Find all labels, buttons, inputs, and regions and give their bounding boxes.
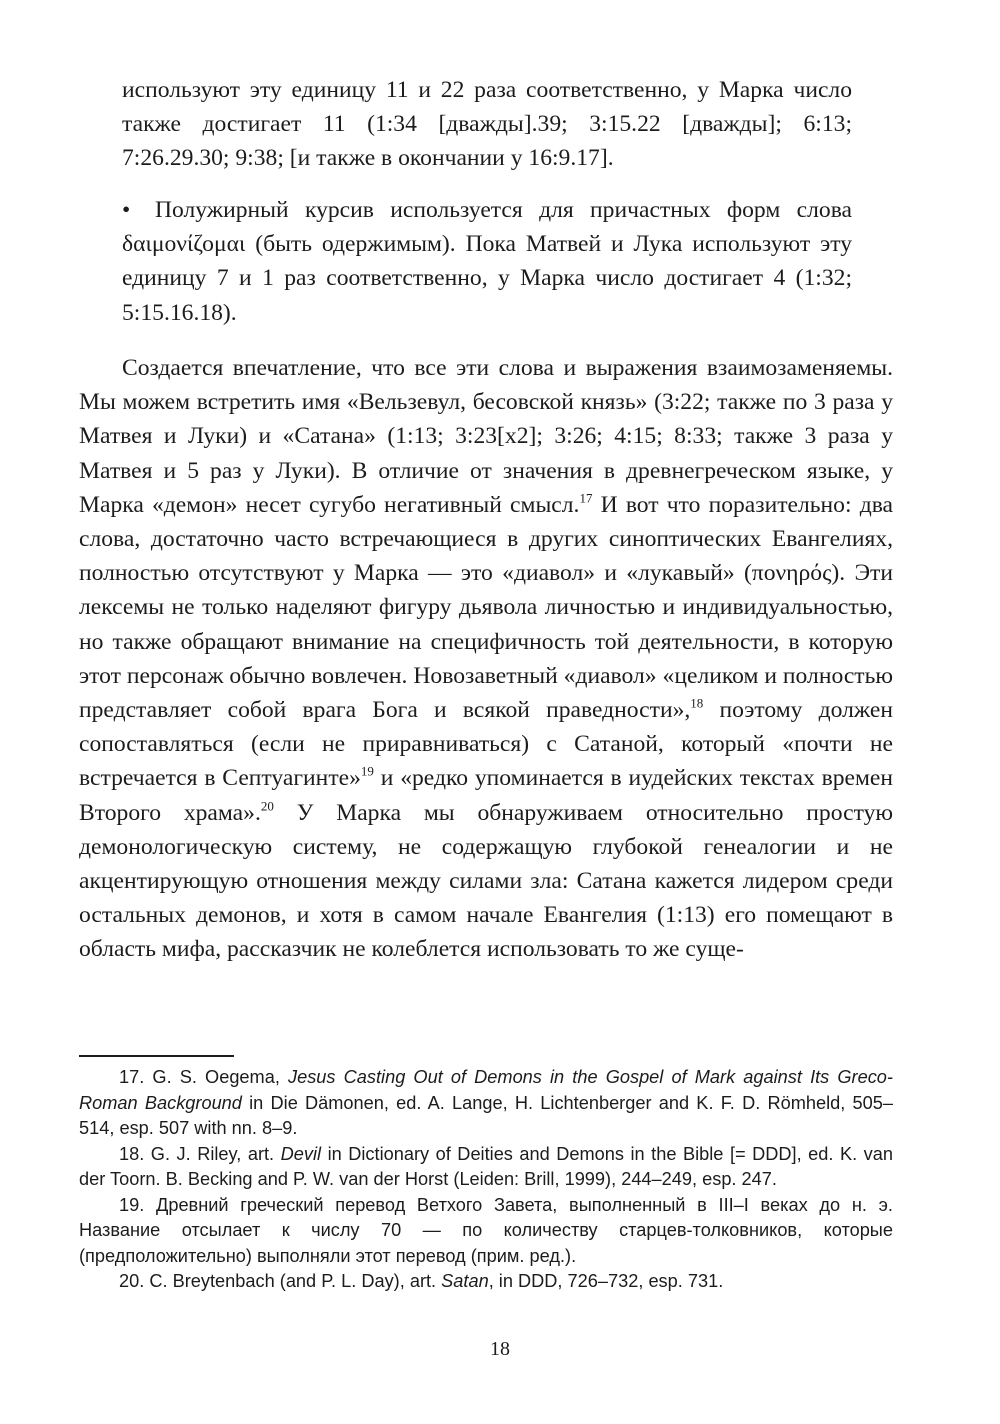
footnote-ref-19[interactable]: 19 [360, 763, 374, 779]
footnote-text: Древний греческий перевод Ветхого Завета, выполненный в III–I веках до н. э. Название отсылает к числу 70 — по количеству старцев-толковников, которые (предположительно) выполняли этот перевод (прим. ред.). [79, 1194, 893, 1266]
footnote-20 [79, 1269, 893, 1295]
intro-paragraph: используют эту единицу 11 и 22 раза соответственно, у Марка число также достигает 11 (1:34 [дважды].39; 3:15.22 [дважды]; 6:13; 7:26.29.30; 9:38; [и также в окончании у 16:9.17]. [122, 77, 852, 172]
footnote-number: 18. [119, 1143, 145, 1164]
bullet-text: Полужирный курсив используется для причастных форм слова δαιμονίζομαι (быть одержимым). Пока Матвей и Лука используют эту единицу 7 и 1 раз соответственно, у Марка число достигает 4 (1:32; 5:15.16.18). [122, 197, 852, 326]
footnote-title: Satan [441, 1271, 489, 1291]
footnote-title: Devil [280, 1143, 322, 1164]
footnote-separator [79, 1055, 234, 1057]
footnote-19 [79, 1193, 893, 1270]
bullet-marker: • [122, 197, 131, 223]
page-number: 18 [490, 1338, 510, 1360]
main-text-segment: И вот что поразительно: два слова, достаточно часто встречающиеся в других синоптических Евангелиях, полностью отсутствуют у Марка — это «диавол» и «лукавый» (πονηρός). Эти лексемы не только наделяют фигуру дьявола личностью и индивидуальностью, но также обращают внимание на специфичность той деятельности, в которую этот персонаж обычно вовлечен. Новозаветный «диавол» «целиком и полностью представляет собой врага Бога и всякой праведности», [79, 491, 893, 724]
main-text-segment: поэтому должен сопоставляться (если не приравниваться) с Сатаной, который «почти не встречается в Септуагинте» [79, 697, 894, 792]
footnote-ref-18[interactable]: 18 [690, 695, 704, 711]
footnote-title: Jesus Casting Out of Demons in the Gospel of Mark against Its Greco-Roman Background [79, 1067, 893, 1113]
footnote-number: 19. [119, 1194, 145, 1215]
footnote-author: C. Breytenbach (and P. L. Day), art. [144, 1271, 442, 1291]
footnote-rest: in Die Dämonen, ed. A. Lange, H. Lichtenberger and K. F. D. Römheld, 505–514, esp. 507 with nn. 8–9. [79, 1092, 894, 1138]
main-text-segment: и «редко упоминается в иудейских текстах времен Второго храма». [79, 765, 894, 826]
footnote-author: G. J. Riley, art. [144, 1143, 281, 1164]
footnote-18 [79, 1142, 893, 1193]
footnotes [79, 1065, 893, 1295]
footnote-author: G. S. Oegema, [144, 1067, 288, 1087]
footnote-ref-17[interactable]: 17 [579, 490, 593, 506]
footnote-17 [79, 1065, 893, 1142]
footnote-number: 20. [119, 1271, 145, 1291]
footnote-number: 17. [119, 1067, 145, 1087]
main-text-segment: Создается впечатление, что все эти слова и выражения взаимозаменяемы. Мы можем встретить имя «Вельзевул, бесовской князь» (3:22; также по 3 раза у Матвея и Луки) и «Сатана» (1:13; 3:23[x2]; 3:26; 4:15; 8:33; также 3 раза у Матвея и 5 раз у Луки). В отличие от значения в древнегреческом языке, у Марка «демон» несет сугубо негативный смысл. [79, 355, 893, 518]
bullet-item [122, 193, 852, 330]
main-text-segment: У Марка мы обнаруживаем относительно простую демонологическую систему, не содержащую глубокой генеалогии и не акцентирующую отношения между силами зла: Сатана кажется лидером среди остальных демонов, и хотя в самом начале Евангелия (1:13) его помещают в область мифа, рассказчик не колеблется использовать то же суще- [79, 799, 893, 963]
footnote-ref-20[interactable]: 20 [260, 797, 274, 813]
footnote-rest: , in DDD, 726–732, esp. 731. [488, 1271, 724, 1291]
footnote-rest: in Dictionary of Deities and Demons in the Bible [= DDD], ed. K. van der Toorn. B. Becking and P. W. van der Horst (Leiden: Brill, 1999), 244–249, esp. 247. [79, 1143, 893, 1189]
main-paragraph [79, 351, 893, 967]
